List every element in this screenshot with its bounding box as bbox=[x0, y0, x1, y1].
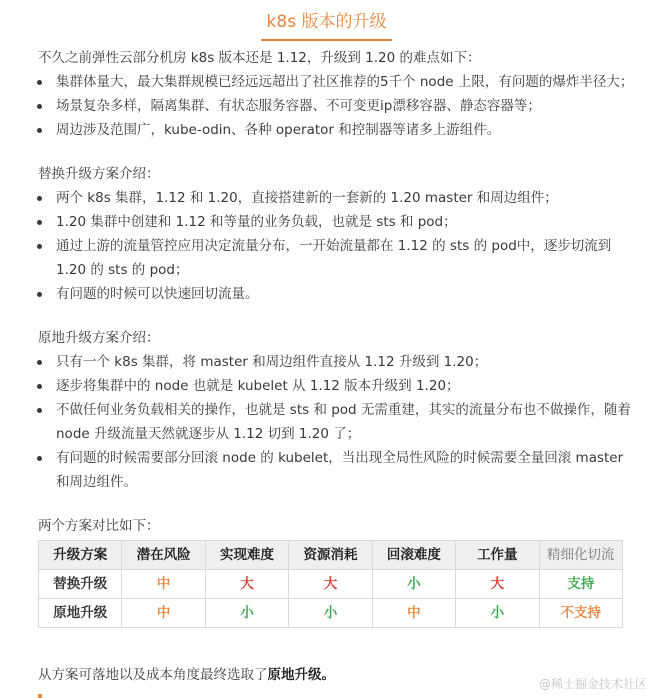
list-item: 有问题的时候可以快速回切流量。 bbox=[38, 282, 638, 306]
table-cell: 不支持 bbox=[539, 599, 622, 628]
conclusion-bold: 原地升级。 bbox=[267, 667, 335, 683]
title-wrap bbox=[0, 8, 653, 41]
list-item: 不做任何业务负载相关的操作，也就是 sts 和 pod 无需重建，其实的流量分布也不做操作，随着 node 升级流量天然就逐步从 1.12 切到 1.20 了； bbox=[38, 398, 638, 446]
inplace-title: 原地升级方案介绍： bbox=[38, 330, 160, 346]
table-header: 实现难度 bbox=[205, 541, 288, 570]
table-cell: 大 bbox=[456, 570, 539, 599]
table-header: 回滚难度 bbox=[372, 541, 455, 570]
table-cell: 支持 bbox=[539, 570, 622, 599]
comparison-table bbox=[38, 540, 623, 628]
table-row-name: 原地升级 bbox=[39, 599, 122, 628]
table-cell: 小 bbox=[289, 599, 372, 628]
table-header-row bbox=[39, 541, 623, 570]
table-cell: 小 bbox=[372, 570, 455, 599]
compare-title: 两个方案对比如下： bbox=[38, 518, 160, 534]
list-item: 只有一个 k8s 集群，将 master 和周边组件直接从 1.12 升级到 1.20； bbox=[38, 350, 638, 374]
table-header: 工作量 bbox=[456, 541, 539, 570]
table-cell: 中 bbox=[122, 599, 205, 628]
watermark: @稀土掘金技术社区 bbox=[538, 677, 647, 691]
list-item: 有问题的时候需要部分回滚 node 的 kubelet，当出现全局性风险的时候需要全量回滚 master 和周边组件。 bbox=[38, 446, 638, 494]
conclusion-text bbox=[38, 663, 335, 687]
table-header: 升级方案 bbox=[39, 541, 122, 570]
table-row-name: 替换升级 bbox=[39, 570, 122, 599]
table-header: 精细化切流 bbox=[539, 541, 622, 570]
replace-list bbox=[38, 186, 638, 306]
intro-text: 不久之前弹性云部分机房 k8s 版本还是 1.12，升级到 1.20 的难点如下： bbox=[38, 50, 481, 66]
table-row bbox=[39, 570, 623, 599]
list-item: 逐步将集群中的 node 也就是 kubelet 从 1.12 版本升级到 1.20； bbox=[38, 374, 638, 398]
table-cell: 中 bbox=[122, 570, 205, 599]
list-item: 通过上游的流量管控应用决定流量分布，一开始流量都在 1.12 的 sts 的 pod中，逐步切流到 1.20 的 sts 的 pod； bbox=[38, 234, 638, 282]
list-item: 两个 k8s 集群，1.12 和 1.20，直接搭建新的一套新的 1.20 master 和周边组件； bbox=[38, 186, 638, 210]
list-item: 集群体量大，最大集群规模已经远远超出了社区推荐的5千个 node 上限，有问题的爆炸半径大； bbox=[38, 70, 638, 94]
list-item: 1.20 集群中创建和 1.12 和等量的业务负载，也就是 sts 和 pod； bbox=[38, 210, 638, 234]
list-item: 周边涉及范围广，kube-odin、各种 operator 和控制器等诸多上游组件。 bbox=[38, 118, 638, 142]
table-cell: 小 bbox=[205, 599, 288, 628]
replace-title: 替换升级方案介绍： bbox=[38, 166, 160, 182]
table-cell: 大 bbox=[289, 570, 372, 599]
table-header: 潜在风险 bbox=[122, 541, 205, 570]
difficulty-list bbox=[38, 70, 638, 142]
article-content bbox=[38, 46, 638, 628]
accent-mark bbox=[38, 694, 42, 698]
section-title: k8s 版本的升级 bbox=[261, 8, 393, 41]
conclusion-prefix: 从方案可落地以及成本角度最终选取了 bbox=[38, 667, 268, 683]
table-cell: 中 bbox=[372, 599, 455, 628]
table-cell: 大 bbox=[205, 570, 288, 599]
inplace-list bbox=[38, 350, 638, 494]
table-header: 资源消耗 bbox=[289, 541, 372, 570]
list-item: 场景复杂多样，隔离集群、有状态服务容器、不可变更ip漂移容器、静态容器等； bbox=[38, 94, 638, 118]
table-cell: 小 bbox=[456, 599, 539, 628]
table-row bbox=[39, 599, 623, 628]
